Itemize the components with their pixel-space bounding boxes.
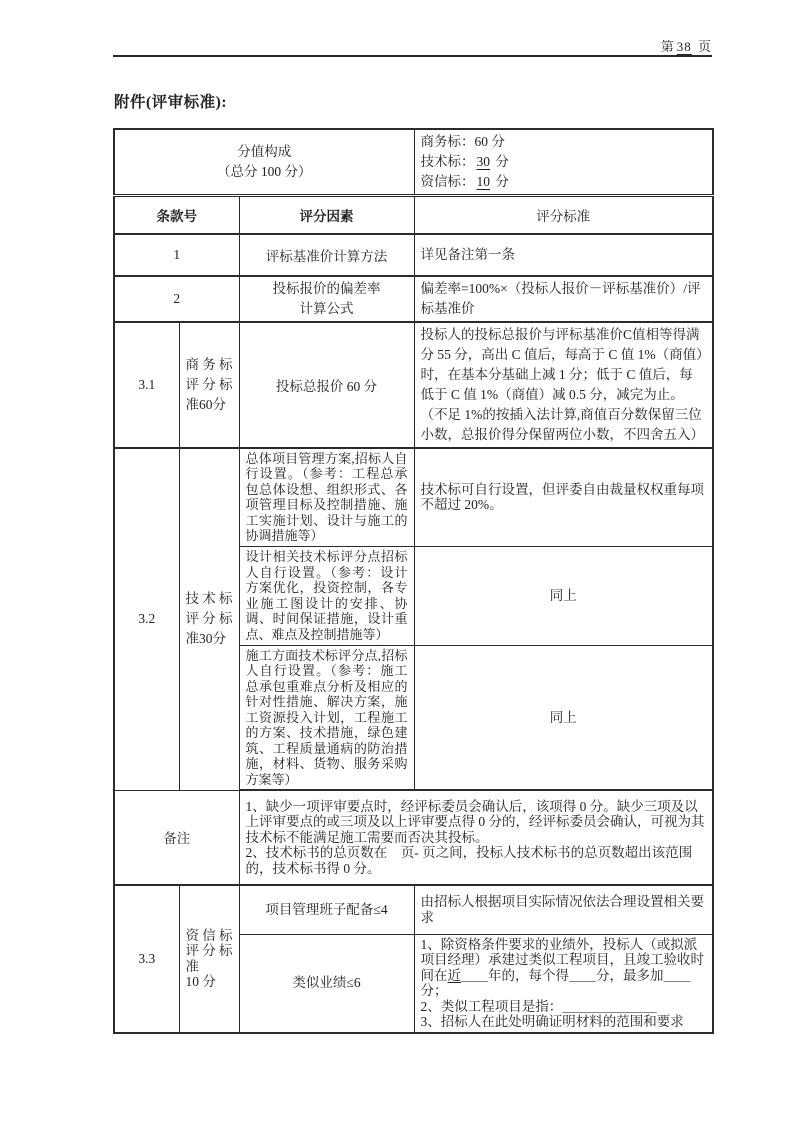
clause-3-3-standard-l1-near: 近 <box>447 967 461 983</box>
score-item-credit-label: 资信标： <box>420 174 475 189</box>
clause-2-factor-line2: 计算公式 <box>299 300 354 316</box>
score-composition-label-cell <box>114 129 414 196</box>
clause-3-3-standard-l3: 3、招标人在此处明确证明材料的范围和要求 <box>420 1014 684 1029</box>
clause-2-factor-line1: 投标报价的偏差率 <box>272 280 381 296</box>
clause-3-2-category: 技术标评分标准30分 <box>179 448 239 791</box>
row-clause-3-2-sub1 <box>114 448 713 547</box>
clause-1-standard: 详见备注第一条 <box>414 234 713 276</box>
clause-3-1-standard-p2: （不足 1%的按插入法计算,商值百分数保留三位小数，总报价得分保留两位小数，不四舍五入） <box>420 406 704 442</box>
clause-3-2-sub2-standard: 同上 <box>414 546 713 645</box>
clause-3-1-category: 商务标评分标准60分 <box>179 322 239 448</box>
score-item-business-value: 60 <box>474 134 488 149</box>
page-number <box>613 36 712 55</box>
remark-content <box>239 790 713 885</box>
clause-3-2-sub3-standard: 同上 <box>414 645 713 790</box>
clause-3-3-standard-l1b: ＿＿年的，每个得＿＿分，最多加＿＿分； <box>420 967 691 998</box>
clause-3-3-standard-l1 <box>421 937 707 999</box>
clause-1-number: 1 <box>114 234 239 276</box>
score-item-technical <box>421 152 707 172</box>
clause-3-2-number: 3.2 <box>114 448 179 791</box>
row-clause-1 <box>114 234 713 276</box>
evaluation-criteria-table <box>113 128 714 1034</box>
clause-3-2-sub2-factor: 设计相关技术标评分点招标人自行设置。（参考：设计方案优化，投资控制，各专业施工图设计的安排、协调、时间保证措施，设计重点、难点及控制措施等） <box>239 546 414 645</box>
score-composition-line1: 分值构成 <box>237 144 292 159</box>
remark-label: 备注 <box>114 790 239 885</box>
score-composition-line2: （总分 100 分） <box>217 164 312 179</box>
clause-3-1-number: 3.1 <box>114 322 179 448</box>
score-item-credit <box>421 172 707 192</box>
clause-2-number: 2 <box>114 276 239 322</box>
clause-3-2-sub3-factor: 施工方面技术标评分点,招标人自行设置。（参考：施工总承包重难点分析及相应的针对性措施、解决方案，施工资源投入计划，工程施工的方案、技术措施，绿色建筑、工程质量通病的防治措施，材料、货物、服务采购方案等） <box>239 645 414 790</box>
clause-3-1-standard-p1: 投标人的投标总报价与评标基准价C值相等得满分 55 分，高出 C 值后，每高于 C 值 1%（商值）时，在基本分基础上减 1 分；低于 C 值后，每低于 C 值 1%（商值）减 0.5 分，减完为止。 <box>420 326 703 402</box>
column-header-clause: 条款号 <box>114 196 239 234</box>
column-header-standard: 评分标准 <box>414 196 713 234</box>
score-item-business <box>421 132 707 152</box>
row-remark <box>114 790 713 885</box>
clause-3-3-category-line2: 10 分 <box>185 974 216 990</box>
row-clause-2 <box>114 276 713 322</box>
clause-2-standard: 偏差率=100%×（投标人报价－评标基准价）/评标基准价 <box>414 276 713 322</box>
clause-3-2-sub1-factor: 总体项目管理方案,招标人自行设置。（参考：工程总承包总体设想、组织形式、各项管理目标及控制措施、施工实施计划、设计与施工的协调措施等） <box>239 448 414 547</box>
score-composition-values-cell <box>414 129 713 196</box>
header-rule <box>113 55 712 57</box>
clause-3-1-standard <box>414 322 713 448</box>
score-item-technical-suffix: 分 <box>492 154 509 169</box>
clause-3-2-sub1-standard: 技术标可自行设置，但评委自由裁量权权重每项不超过 20%。 <box>414 448 713 547</box>
score-item-business-suffix: 分 <box>488 134 505 149</box>
row-score-composition <box>114 129 713 196</box>
clause-3-3-number: 3.3 <box>114 885 179 1033</box>
column-header-factor: 评分因素 <box>239 196 414 234</box>
page-number-value: 38 <box>676 39 692 54</box>
score-item-credit-suffix: 分 <box>492 174 509 189</box>
row-clause-3-3-sub1 <box>114 885 713 934</box>
clause-3-3-sub1-factor: 项目管理班子配备≤4 <box>239 885 414 934</box>
score-item-technical-value: 30 <box>476 154 490 169</box>
score-item-business-label: 商务标： <box>420 134 475 149</box>
clause-3-3-sub1-standard: 由招标人根据项目实际情况依法合理设置相关要求 <box>414 885 713 934</box>
page-number-suffix: 页 <box>697 39 712 54</box>
row-column-headers <box>114 196 713 234</box>
clause-1-factor: 评标基准价计算方法 <box>239 234 414 276</box>
score-item-technical-label: 技术标： <box>420 154 475 169</box>
remark-p1: 1、缺少一项评审要点时，经评标委员会确认后，该项得 0 分。缺少三项及以上评审要点的或三项及以上评审要点得 0 分的，经评标委员会确认，可视为其技术标不能满足施工需要而否决其投标。 <box>245 798 705 845</box>
clause-3-1-factor: 投标总报价 60 分 <box>239 322 414 448</box>
score-item-credit-value: 10 <box>476 174 490 189</box>
clause-3-3-sub2-standard <box>414 934 713 1033</box>
row-clause-3-1 <box>114 322 713 448</box>
clause-3-3-category <box>179 885 239 1033</box>
doc-title: 附件(评审标准): <box>114 94 227 111</box>
page-number-prefix: 第 <box>660 39 675 54</box>
remark-p2: 2、技术标书的总页数在 页- 页之间，投标人技术标书的总页数超出该范围的，技术标书得 0 分。 <box>245 845 693 876</box>
clause-3-3-standard-l1a: 1、除资格条件要求的业绩外，投标人（或拟派项目经理）承建过类似工程项目，且竣工验收时间在 <box>420 936 704 983</box>
clause-2-factor <box>239 276 414 322</box>
clause-3-3-standard-l2: 2、类似工程项目是指：＿＿＿＿＿＿＿ <box>420 998 657 1014</box>
clause-3-3-category-line1: 资信标评分标准 <box>185 927 233 974</box>
clause-3-3-sub2-factor: 类似业绩≤6 <box>239 934 414 1033</box>
